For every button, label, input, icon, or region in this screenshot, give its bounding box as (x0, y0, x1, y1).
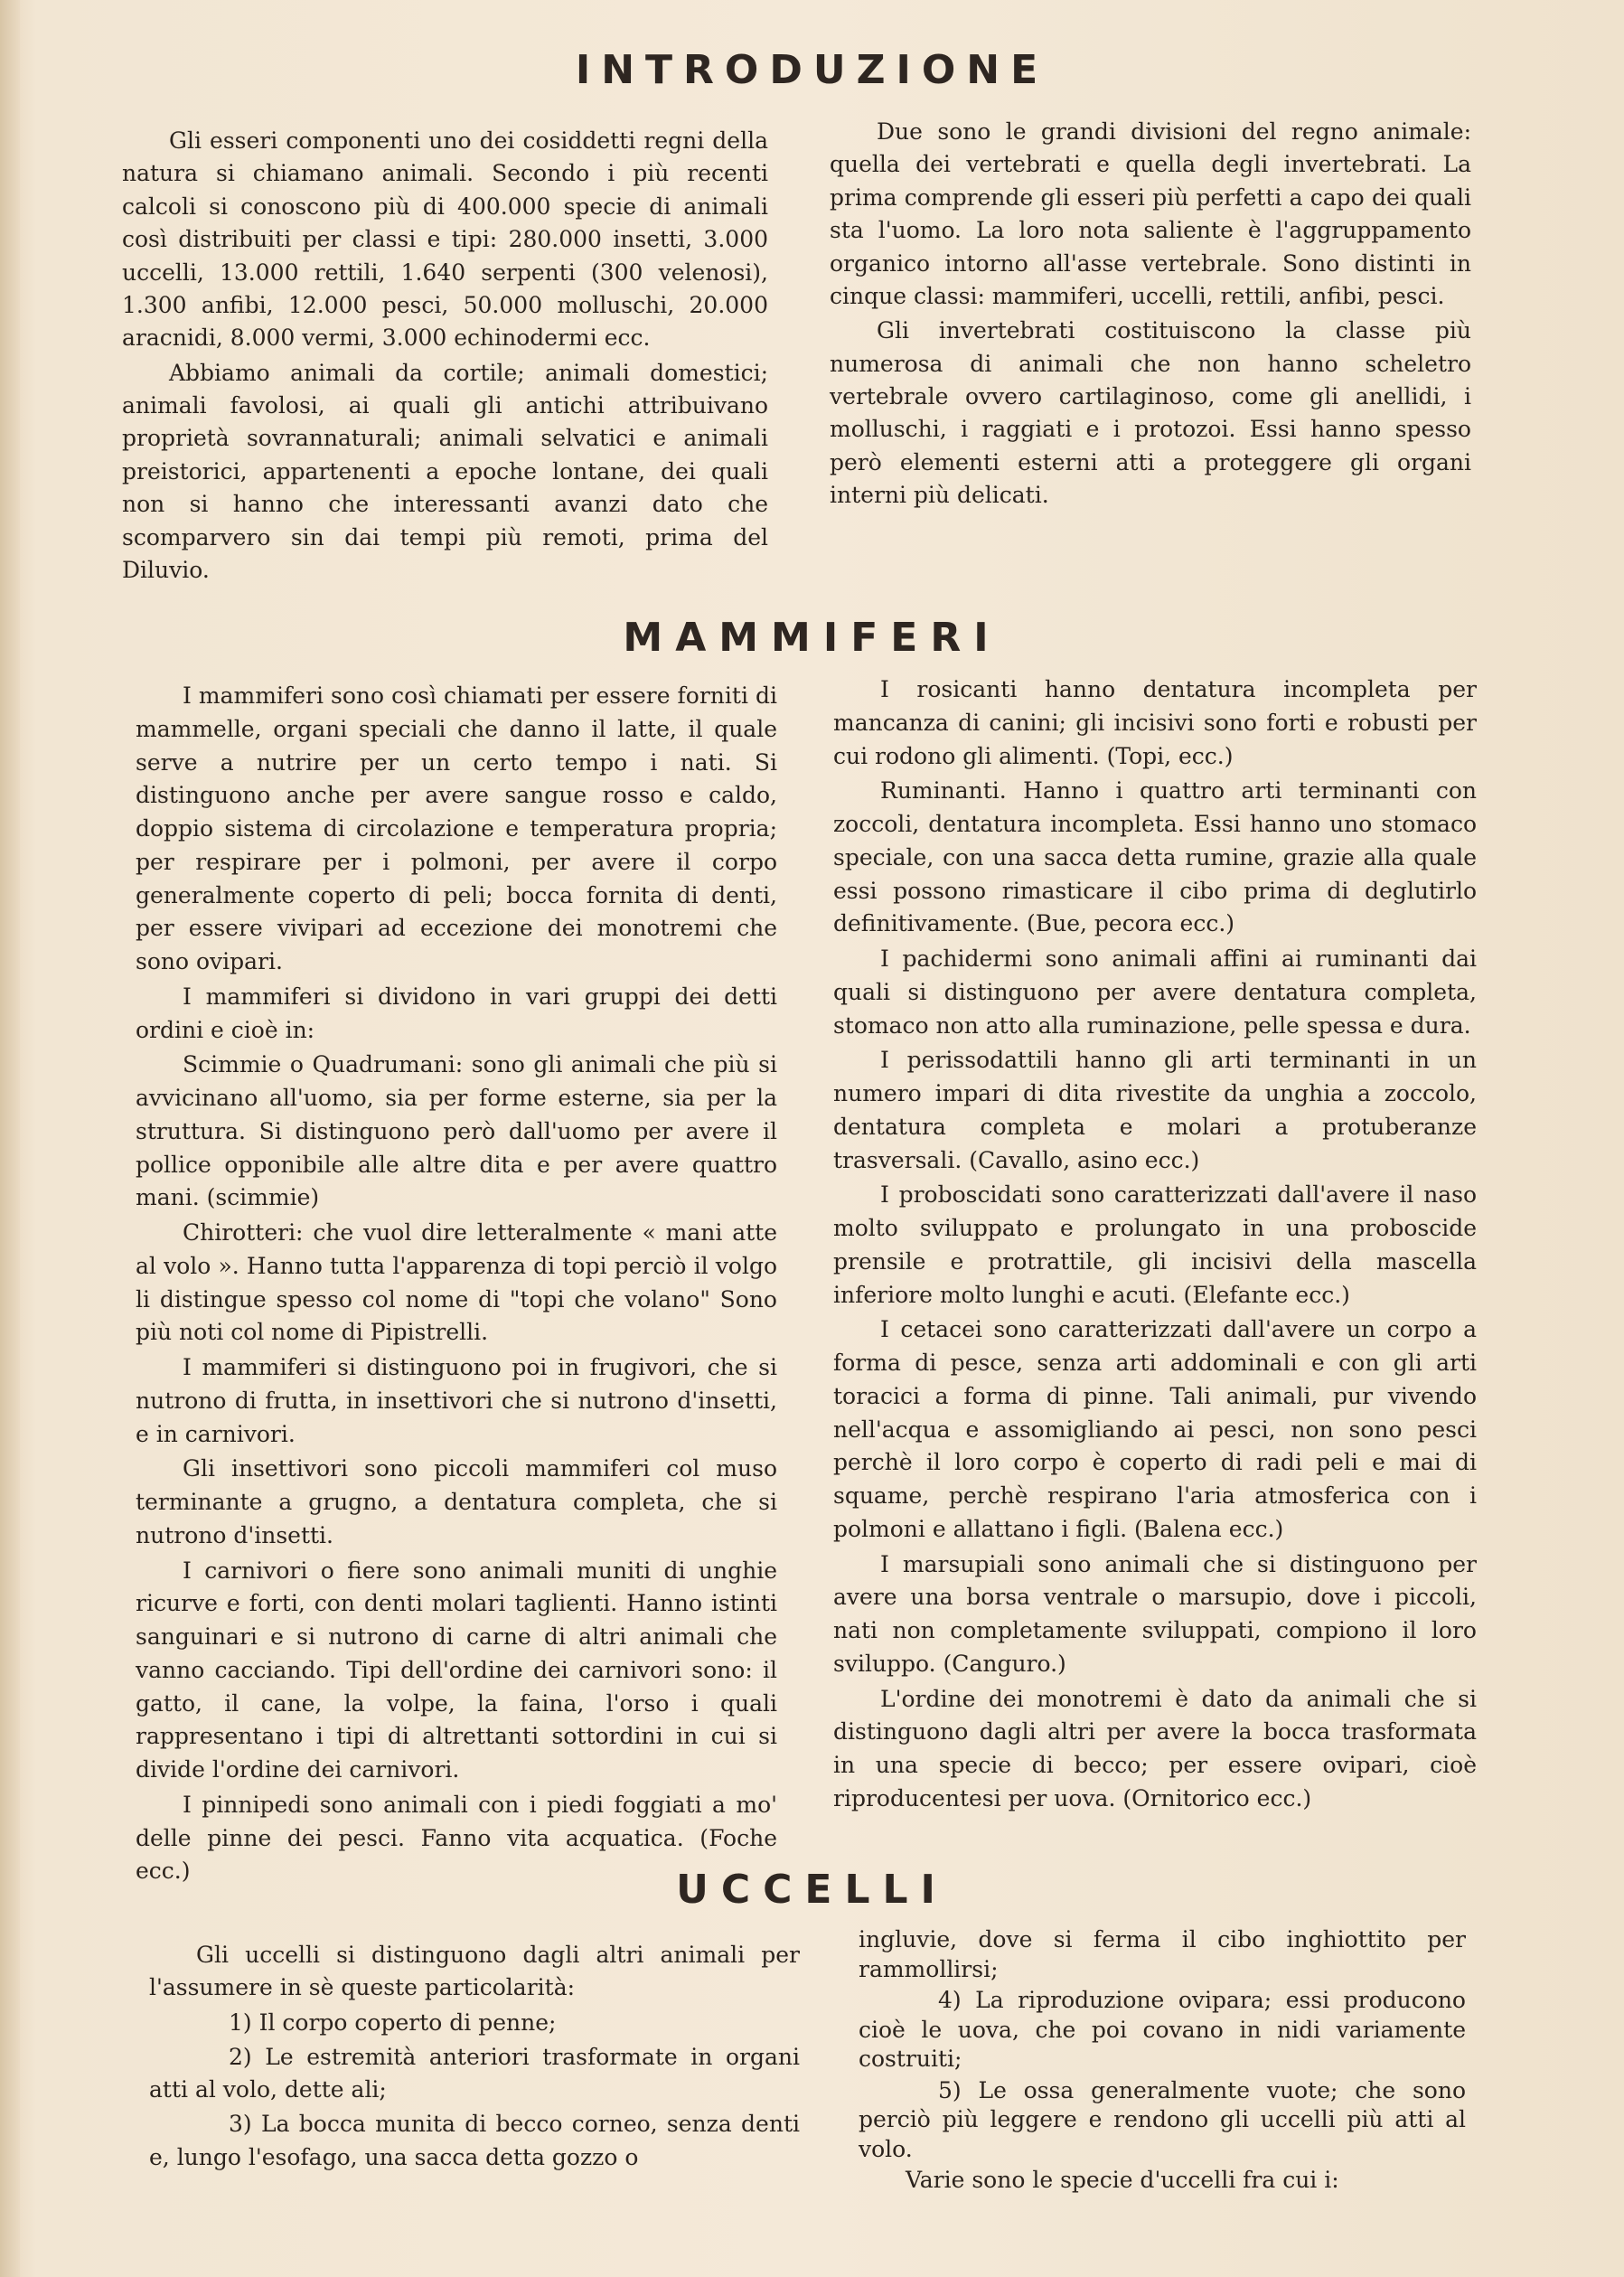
mammiferi-paragraph: Ruminanti. Hanno i quattro arti terminanti con zoccoli, dentatura incompleta. Essi hanno uno stomaco speciale, con una sacca detta rumine, grazie alla quale essi possono rimasticare il cibo prima di deglutirlo definitivamente. (Bue, pecora ecc.) (833, 777, 1477, 937)
mammiferi-paragraph: Scimmie o Quadrumani: sono gli animali che più si avvicinano all'uomo, sia per forme esterne, sia per la struttura. Si distinguono però dall'uomo per avere il pollice opponibile alle altre dita e per avere quattro mani. (scimmie) (136, 1051, 777, 1211)
uccelli-list-item: 2) Le estremità anteriori trasformate in organi atti al volo, dette ali; (149, 2043, 800, 2103)
mammiferi-paragraph: I mammiferi si dividono in vari gruppi dei detti ordini e cioè in: (136, 983, 777, 1043)
intro-paragraph-3: Due sono le grandi divisioni del regno animale: quella dei vertebrati e quella degli invertebrati. La prima comprende gli esseri più perfetti a capo dei quali sta l'uomo. La loro nota saliente è l'aggruppamento organico intorno all'asse vertebrale. Sono distinti in cinque classi: mammiferi, uccelli, rettili, anfibi, pesci. (830, 118, 1471, 309)
intro-paragraph-4: Gli invertebrati costituiscono la classe più numerosa di animali che non hanno scheletro vertebrale ovvero cartilaginoso, come gli anellidi, i molluschi, i raggiati e i protozoi. Essi hanno spesso però elementi esterni atti a proteggere gli organi interni più delicati. (830, 317, 1471, 509)
mammiferi-paragraph: I mammiferi si distinguono poi in frugivori, che si nutrono di frutta, in insettivori che si nutrono d'insetti, e in carnivori. (136, 1354, 777, 1447)
mammiferi-right-column (833, 673, 1477, 1816)
uccelli-list-item: 1) Il corpo coperto di penne; (229, 2009, 557, 2036)
heading-mammiferi: MAMMIFERI (623, 615, 1001, 661)
intro-left-column (122, 125, 768, 587)
intro-paragraph-2: Abbiamo animali da cortile; animali domestici; animali favolosi, ai quali gli antichi attribuivano proprietà sovrannaturali; animali selvatici e animali preistorici, appartenenti a epoche lontane, dei quali non si hanno che interessanti avanzi dato che scomparvero sin dai tempi più remoti, prima del Diluvio. (122, 359, 768, 583)
intro-right-column (830, 116, 1471, 513)
uccelli-list-item: 4) La riproduzione ovipara; essi producono cioè le uova, che poi covano in nidi variamente costruiti; (859, 1987, 1466, 2072)
page-spine-shadow (0, 0, 20, 2277)
uccelli-paragraph: Gli uccelli si distinguono dagli altri animali per l'assumere in sè queste particolarità: (149, 1942, 800, 2001)
heading-uccelli: UCCELLI (676, 1867, 948, 1913)
mammiferi-paragraph: L'ordine dei monotremi è dato da animali che si distinguono dagli altri per avere la bocca trasformata in una specie di becco; per essere ovipari, cioè riproducentesi per uova. (Ornitorico ecc.) (833, 1685, 1477, 1811)
uccelli-right-column (859, 1925, 1466, 2196)
intro-paragraph-1: Gli esseri componenti uno dei cosiddetti regni della natura si chiamano animali. Secondo i più recenti calcoli si conoscono più di 400.000 specie di animali così distribuiti per classi e tipi: 280.000 insetti, 3.000 uccelli, 13.000 rettili, 1.640 serpenti (300 velenosi), 1.300 anfibi, 12.000 pesci, 50.000 molluschi, 20.000 aracnidi, 8.000 vermi, 3.000 echinodermi ecc. (122, 127, 768, 352)
uccelli-paragraph: Varie sono le specie d'uccelli fra cui i: (906, 2167, 1339, 2193)
mammiferi-paragraph: Gli insettivori sono piccoli mammiferi col muso terminante a grugno, a dentatura completa, che si nutrono d'insetti. (136, 1455, 777, 1548)
mammiferi-paragraph: I cetacei sono caratterizzati dall'avere un corpo a forma di pesce, senza arti addominali e con gli arti toracici a forma di pinne. Tali animali, pur vivendo nell'acqua e assomigliando ai pesci, non sono pesci perchè il loro corpo è coperto di radi peli e mai di squame, perchè respirano l'aria atmosferica con i polmoni e allattano i figli. (Balena ecc.) (833, 1316, 1477, 1542)
mammiferi-paragraph: I marsupiali sono animali che si distinguono per avere una borsa ventrale o marsupio, dove i piccoli, nati non completamente sviluppati, compiono il loro sviluppo. (Canguro.) (833, 1550, 1477, 1677)
heading-introduzione: INTRODUZIONE (575, 47, 1049, 93)
mammiferi-paragraph: Chirotteri: che vuol dire letteralmente « mani atte al volo ». Hanno tutta l'apparenza di topi perciò il volgo li distingue spesso col nome di "topi che volano" Sono più noti col nome di Pipistrelli. (136, 1219, 777, 1346)
mammiferi-left-column (136, 680, 777, 1888)
mammiferi-paragraph: I proboscidati sono caratterizzati dall'avere il naso molto sviluppato e prolungato in una proboscide prensile e protrattile, gli incisivi della mascella inferiore molto lunghi e acuti. (Elefante ecc.) (833, 1181, 1477, 1308)
mammiferi-paragraph: I carnivori o fiere sono animali muniti di unghie ricurve e forti, con denti molari taglienti. Hanno istinti sanguinari e si nutrono di carne di altri animali che vanno cacciando. Tipi dell'ordine dei carnivori sono: il gatto, il cane, la volpe, la faina, l'orso i quali rappresentano i tipi di altrettanti sottordini in cui si divide l'ordine dei carnivori. (136, 1557, 777, 1783)
mammiferi-paragraph: I mammiferi sono così chiamati per essere forniti di mammelle, organi speciali che danno il latte, il quale serve a nutrire per un certo tempo i nati. Si distinguono anche per avere sangue rosso e caldo, doppio sistema di circolazione e temperatura propria; per respirare per i polmoni, per avere il corpo generalmente coperto di peli; bocca fornita di denti, per essere vivipari ad eccezione dei monotremi che sono ovipari. (136, 682, 777, 974)
uccelli-paragraph: ingluvie, dove si ferma il cibo inghiottito per rammollirsi; (859, 1926, 1466, 1982)
mammiferi-paragraph: I rosicanti hanno dentatura incompleta per mancanza di canini; gli incisivi sono forti e robusti per cui rodono gli alimenti. (Topi, ecc.) (833, 676, 1477, 769)
mammiferi-paragraph: I perissodattili hanno gli arti terminanti in un numero impari di dita rivestite da unghia a zoccolo, dentatura completa e molari a protuberanze trasversali. (Cavallo, asino ecc.) (833, 1047, 1477, 1173)
mammiferi-paragraph: I pinnipedi sono animali con i piedi foggiati a mo' delle pinne dei pesci. Fanno vita acquatica. (Foche ecc.) (136, 1791, 777, 1885)
uccelli-left-column (149, 1939, 800, 2174)
mammiferi-paragraph: I pachidermi sono animali affini ai ruminanti dai quali si distinguono per avere dentatura completa, stomaco non atto alla ruminazione, pelle spessa e dura. (833, 946, 1477, 1039)
uccelli-list-item: 5) Le ossa generalmente vuote; che sono perciò più leggere e rendono gli uccelli più atti al volo. (859, 2076, 1466, 2162)
uccelli-list-item: 3) La bocca munita di becco corneo, senza denti e, lungo l'esofago, una sacca detta gozzo o (149, 2111, 800, 2170)
